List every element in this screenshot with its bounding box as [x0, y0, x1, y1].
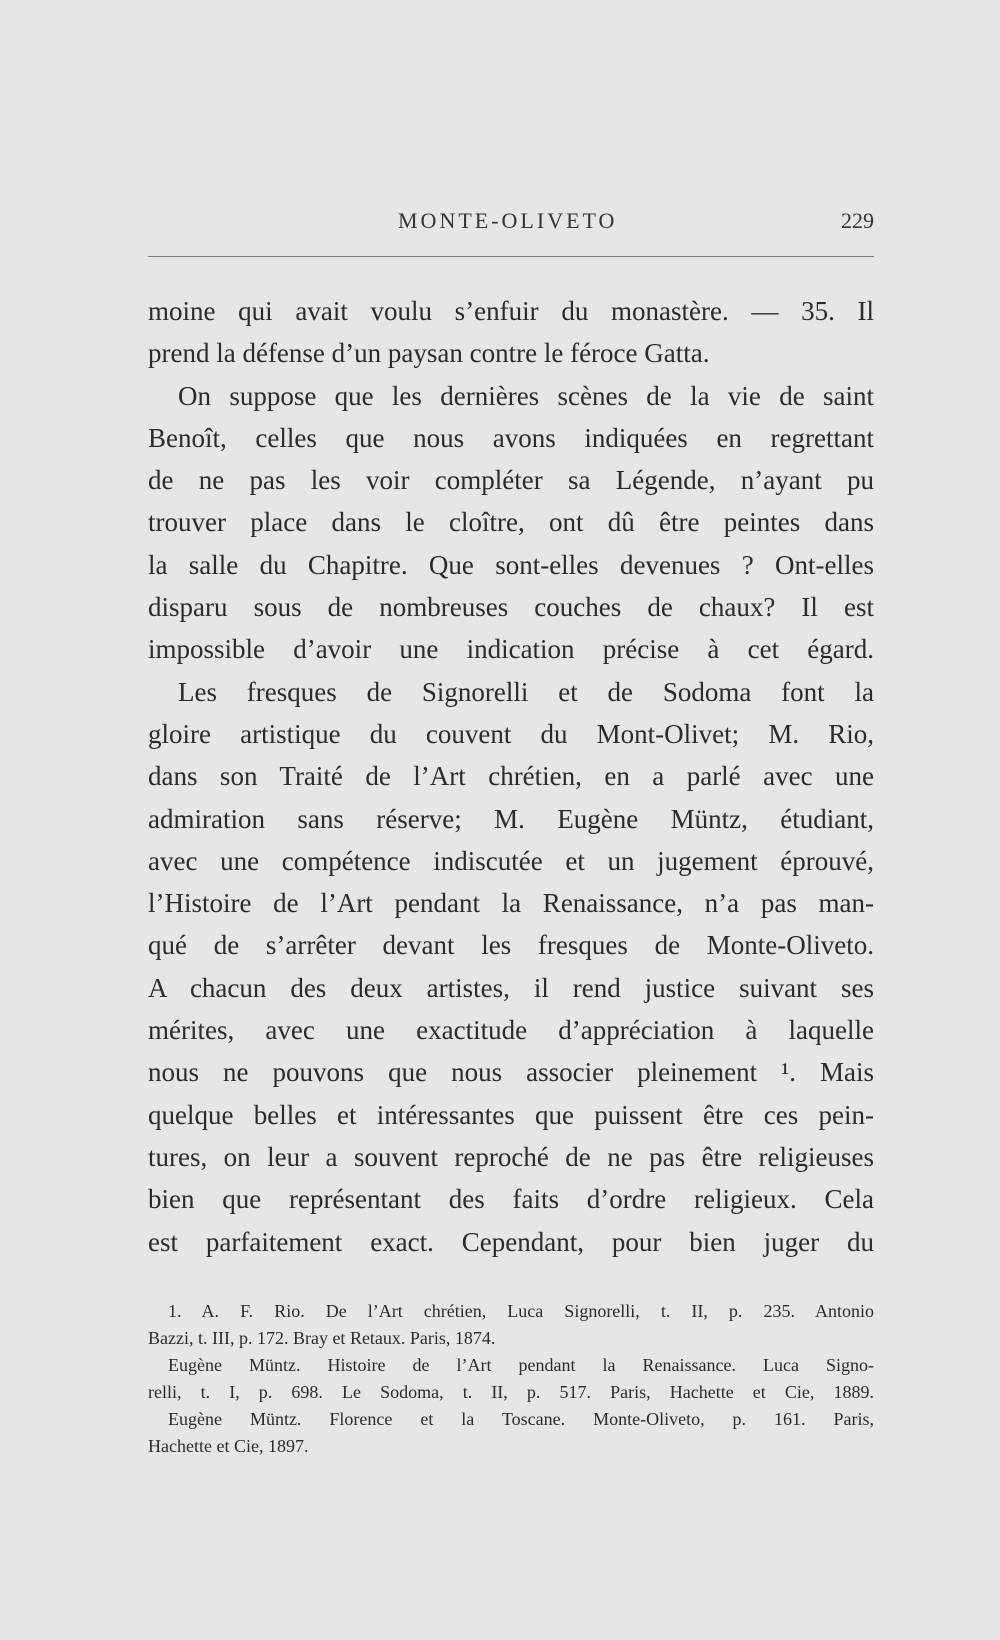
footnote-line: Eugène Müntz. Florence et la Toscane. Monte-Oliveto, p. 161. Paris, [168, 1409, 874, 1429]
body-text [148, 290, 874, 1263]
header-rule [148, 256, 874, 257]
text-line: Les fresques de Signorelli et de Sodoma font la [178, 676, 874, 707]
footnote-line: relli, t. I, p. 698. Le Sodoma, t. II, p. 517. Paris, Hachette et Cie, 1889. [148, 1382, 874, 1402]
text-line: moine qui avait voulu s’enfuir du monastère. — 35. Il [148, 296, 874, 326]
footnotes [148, 1298, 874, 1460]
text-line: bien que représentant des faits d’ordre religieux. Cela [148, 1184, 874, 1215]
text-line: disparu sous de nombreuses couches de chaux? Il est [148, 592, 874, 623]
footnote-line: Bazzi, t. III, p. 172. Bray et Retaux. Paris, 1874. [148, 1328, 496, 1348]
footnote-line: 1. A. F. Rio. De l’Art chrétien, Luca Signorelli, t. II, p. 235. Antonio [168, 1301, 874, 1321]
footnote-line: Hachette et Cie, 1897. [148, 1436, 309, 1456]
text-line: A chacun des deux artistes, il rend justice suivant ses [148, 972, 874, 1003]
page-number: 229 [841, 208, 874, 233]
text-line: prend la défense d’un paysan contre le féroce Gatta. [148, 338, 710, 369]
text-line: est parfaitement exact. Cependant, pour bien juger du [148, 1226, 874, 1257]
text-line: impossible d’avoir une indication précise à cet égard. [148, 634, 874, 665]
text-line: qué de s’arrêter devant les fresques de Monte-Oliveto. [148, 930, 874, 961]
text-line: trouver place dans le cloître, ont dû être peintes dans [148, 507, 874, 538]
text-line: avec une compétence indiscutée et un jugement éprouvé, [148, 845, 874, 876]
text-line: dans son Traité de l’Art chrétien, en a parlé avec une [148, 761, 874, 792]
footnote-line: Eugène Müntz. Histoire de l’Art pendant la Renaissance. Luca Signo- [168, 1355, 874, 1375]
text-line: mérites, avec une exactitude d’appréciation à laquelle [148, 1015, 874, 1046]
text-line: nous ne pouvons que nous associer pleinement ¹. Mais [148, 1057, 874, 1088]
text-line: tures, on leur a souvent reproché de ne pas être religieuses [148, 1141, 874, 1172]
text-line: admiration sans réserve; M. Eugène Müntz, étudiant, [148, 803, 874, 834]
running-title: MONTE-OLIVETO [398, 208, 618, 233]
page-header [148, 208, 874, 244]
text-line: l’Histoire de l’Art pendant la Renaissance, n’a pas man- [148, 888, 874, 919]
text-line: de ne pas les voir compléter sa Légende, n’ayant pu [148, 465, 874, 496]
text-line: On suppose que les dernières scènes de la vie de saint [178, 380, 874, 411]
text-line: quelque belles et intéressantes que puissent être ces pein- [148, 1099, 874, 1130]
text-line: gloire artistique du couvent du Mont-Olivet; M. Rio, [148, 718, 874, 749]
text-line: la salle du Chapitre. Que sont-elles devenues ? Ont-elles [148, 549, 874, 580]
text-line: Benoît, celles que nous avons indiquées en regrettant [148, 422, 874, 453]
